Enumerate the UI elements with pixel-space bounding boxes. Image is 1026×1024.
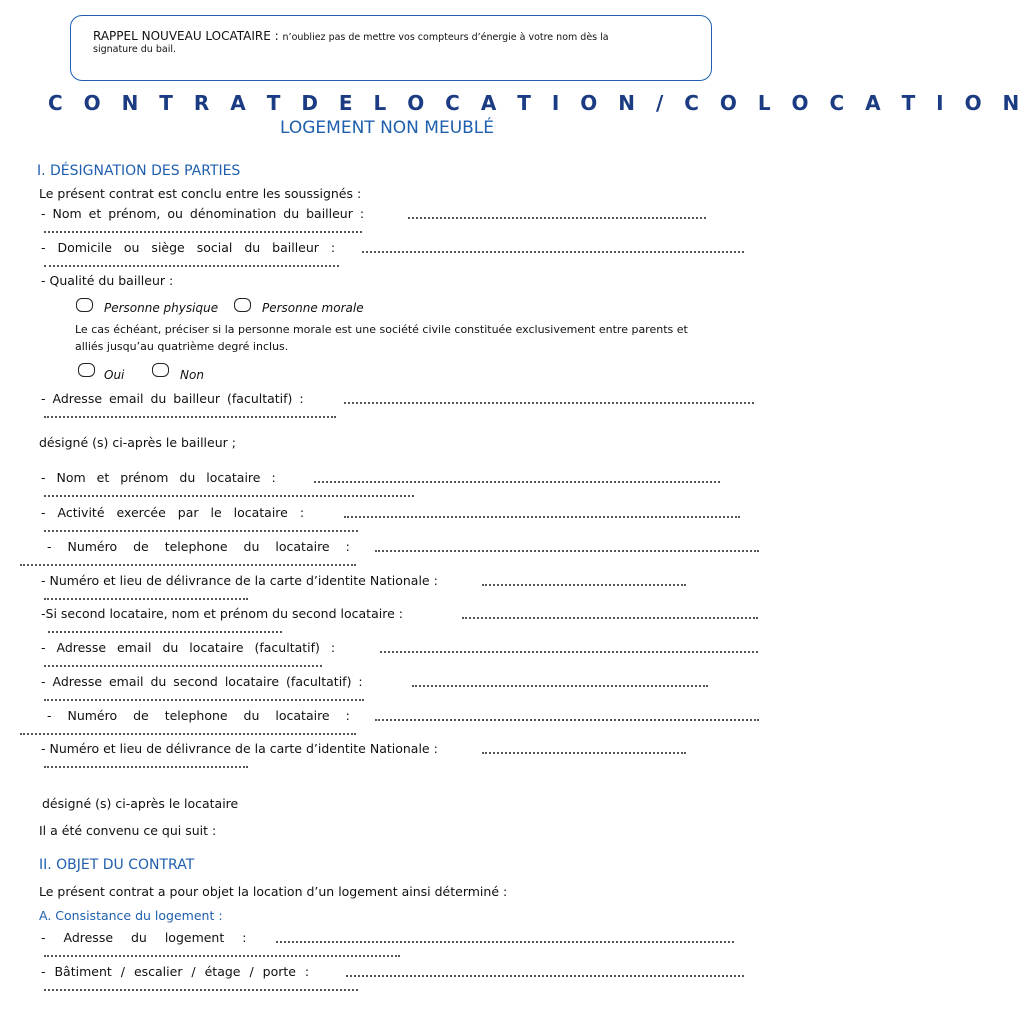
locataire-carte2-field-cont[interactable]: [44, 766, 248, 768]
adresse-logement-label: - Adresse du logement :: [41, 930, 247, 945]
locataire-carte-label: - Numéro et lieu de délivrance de la carte d’identite Nationale :: [41, 573, 438, 588]
second-locataire-label: -Si second locataire, nom et prénom du second locataire :: [41, 606, 403, 621]
locataire-carte2-field[interactable]: [482, 752, 686, 754]
locataire-email-field[interactable]: [380, 651, 758, 653]
locataire-nom-field-cont[interactable]: [44, 495, 414, 497]
bailleur-qualite-label: - Qualité du bailleur :: [41, 273, 174, 288]
bailleur-email-field-cont[interactable]: [44, 416, 336, 418]
locataire-tel2-field[interactable]: [375, 719, 759, 721]
second-locataire-field[interactable]: [462, 617, 758, 619]
bailleur-email-label: - Adresse email du bailleur (facultatif) :: [41, 391, 304, 406]
personne-morale-note-line1: Le cas échéant, préciser si la personne morale est une société civile constituée exclusivement entre parents et: [75, 323, 688, 336]
non-checkbox[interactable]: [152, 363, 169, 377]
batiment-field[interactable]: [346, 975, 744, 977]
reminder-label-text: RAPPEL NOUVEAU LOCATAIRE :: [93, 29, 279, 43]
page-title: C O N T R A T D E L O C A T I O N / C O L O C A T I O N: [48, 91, 1026, 115]
locataire-carte-field-cont[interactable]: [44, 598, 248, 600]
reminder-text-line2: signature du bail.: [93, 44, 176, 55]
bailleur-nom-field[interactable]: [408, 217, 706, 219]
oui-label: Oui: [104, 368, 125, 382]
locataire-activite-field[interactable]: [344, 516, 740, 518]
batiment-label: - Bâtiment / escalier / étage / porte :: [41, 964, 310, 979]
designe-bailleur-text: désigné (s) ci-après le bailleur ;: [39, 435, 236, 450]
personne-morale-checkbox[interactable]: [234, 298, 251, 312]
locataire-nom-field[interactable]: [314, 481, 720, 483]
locataire-nom-label: - Nom et prénom du locataire :: [41, 470, 276, 485]
reminder-text-line1: n’oubliez pas de mettre vos compteurs d’énergie à votre nom dès la: [282, 32, 609, 43]
non-label: Non: [180, 368, 204, 382]
personne-morale-note-line2: alliés jusqu’au quatrième degré inclus.: [75, 340, 289, 353]
bailleur-domicile-field-cont[interactable]: [44, 265, 339, 267]
section-2-heading: II. OBJET DU CONTRAT: [39, 857, 195, 873]
second-email-field-cont[interactable]: [44, 699, 364, 701]
locataire-activite-field-cont[interactable]: [44, 530, 358, 532]
locataire-carte-field[interactable]: [482, 584, 686, 586]
adresse-logement-field[interactable]: [276, 941, 734, 943]
locataire-carte2-label: - Numéro et lieu de délivrance de la carte d’identite Nationale :: [41, 741, 438, 756]
convenu-text: Il a été convenu ce qui suit :: [39, 823, 217, 838]
bailleur-email-field[interactable]: [344, 402, 754, 404]
second-email-field[interactable]: [412, 685, 708, 687]
second-locataire-field-cont[interactable]: [48, 631, 282, 633]
batiment-field-cont[interactable]: [44, 989, 358, 991]
section-1-intro: Le présent contrat est conclu entre les soussignés :: [39, 186, 362, 201]
adresse-logement-field-cont[interactable]: [44, 955, 400, 957]
locataire-tel-field-cont[interactable]: [20, 564, 356, 566]
bailleur-domicile-label: - Domicile ou siège social du bailleur :: [41, 240, 336, 255]
bailleur-nom-field-cont[interactable]: [44, 231, 362, 233]
reminder-label: [93, 29, 609, 43]
locataire-tel-field[interactable]: [375, 550, 759, 552]
second-email-label: - Adresse email du second locataire (facultatif) :: [41, 674, 363, 689]
locataire-tel2-label: - Numéro de telephone du locataire :: [47, 708, 350, 723]
section-2-intro: Le présent contrat a pour objet la location d’un logement ainsi déterminé :: [39, 884, 508, 899]
personne-physique-label: Personne physique: [104, 301, 219, 315]
bailleur-domicile-field[interactable]: [362, 251, 744, 253]
locataire-tel-label: - Numéro de telephone du locataire :: [47, 539, 350, 554]
consistance-subheading: A. Consistance du logement :: [39, 908, 223, 923]
oui-checkbox[interactable]: [78, 363, 95, 377]
section-1-heading: I. DÉSIGNATION DES PARTIES: [37, 163, 241, 179]
bailleur-nom-label: - Nom et prénom, ou dénomination du bailleur :: [41, 206, 365, 221]
locataire-email-label: - Adresse email du locataire (facultatif) :: [41, 640, 336, 655]
personne-morale-label: Personne morale: [262, 301, 364, 315]
locataire-email-field-cont[interactable]: [44, 665, 322, 667]
personne-physique-checkbox[interactable]: [76, 298, 93, 312]
locataire-tel2-field-cont[interactable]: [20, 733, 356, 735]
designe-locataire-text: désigné (s) ci-après le locataire: [42, 796, 239, 811]
locataire-activite-label: - Activité exercée par le locataire :: [41, 505, 305, 520]
page-subtitle: LOGEMENT NON MEUBLÉ: [280, 118, 495, 138]
